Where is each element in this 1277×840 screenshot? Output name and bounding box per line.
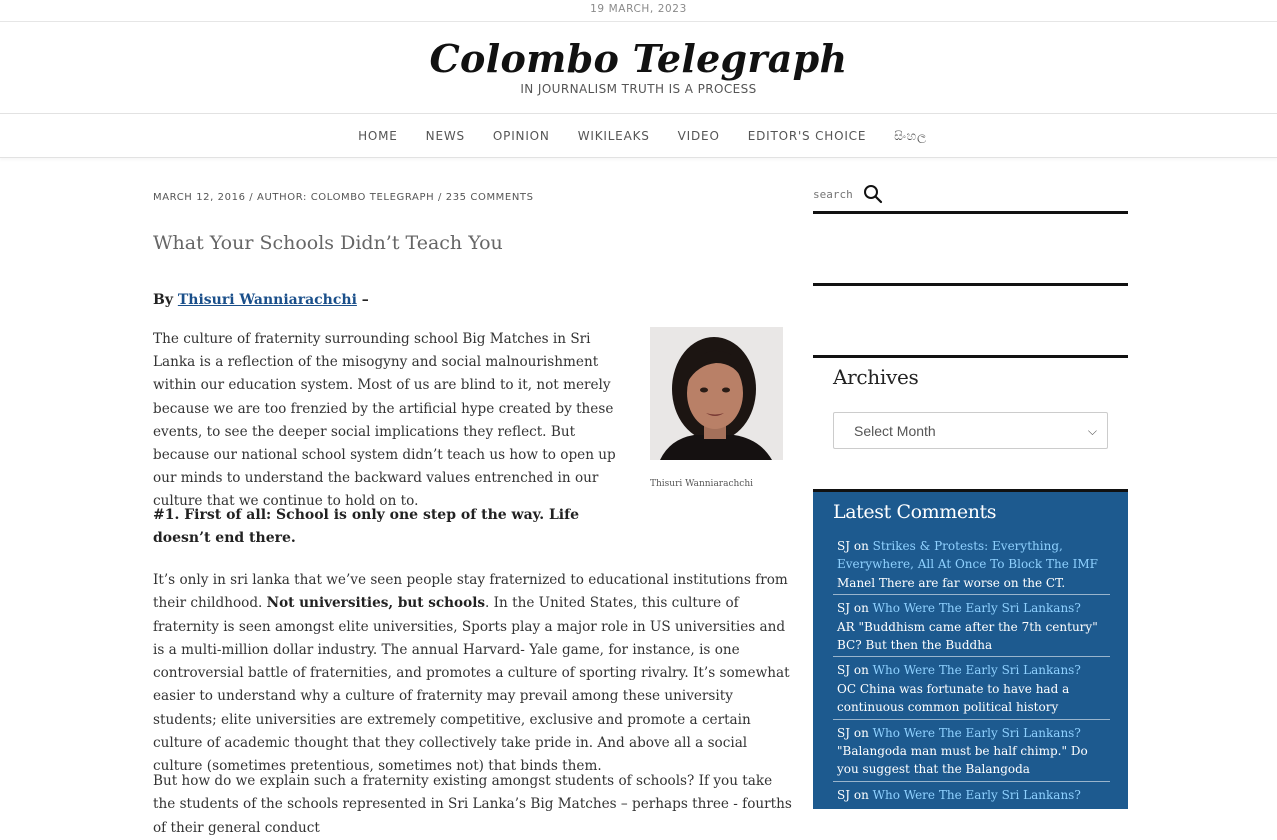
author-photo[interactable] — [650, 327, 783, 460]
search-icon[interactable] — [862, 183, 884, 205]
comment-on: on — [850, 787, 873, 802]
masthead — [0, 22, 1277, 114]
site-tagline: IN JOURNALISM TRUTH IS A PROCESS — [520, 82, 757, 96]
comment-author: SJ — [837, 725, 851, 740]
nav-opinion[interactable]: OPINION — [492, 129, 550, 143]
archives-month-select[interactable] — [833, 412, 1108, 449]
comment-excerpt[interactable]: "Balangoda man must be half chimp." Do you suggest that the Balangoda — [837, 744, 1088, 777]
archives-heading: Archives — [833, 365, 919, 389]
section-heading-1: #1. First of all: School is only one step of the way. Life doesn’t end there. — [153, 507, 580, 546]
chevron-down-icon: ⌵ — [1087, 424, 1097, 438]
paragraph-2 — [153, 569, 793, 779]
site-logo-title[interactable]: Colombo Telegraph — [429, 36, 848, 81]
comment-author: SJ — [837, 539, 851, 553]
nav-news[interactable]: NEWS — [425, 129, 465, 143]
byline — [153, 292, 369, 308]
comment-author: SJ — [837, 663, 851, 678]
byline-suffix: – — [356, 292, 369, 308]
sidebar-divider — [813, 283, 1128, 286]
comment-excerpt[interactable]: Manel There are far worse on the CT. — [837, 575, 1066, 590]
comment-on: on — [850, 539, 873, 553]
paragraph-1: The culture of fraternity surrounding school Big Matches in Sri Lanka is a reflection of the misogyny and social malnourishment within our education system. Most of us are blind to it, not merely because we are too frenzied by the artificial hype created by these events, to see the deeper social implications they reflect. But because our national school system didn’t teach us how to open up our minds to understand the backward values entrenched in our culture that we continue to hold on to. — [153, 331, 616, 510]
latest-comments-widget — [813, 489, 1128, 809]
paragraph-3: But how do we explain such a fraternity existing amongst students of schools? If you take the students of the schools represented in Sri Lanka’s Big Matches – perhaps three - fourths of their general conduct — [153, 773, 792, 836]
search-box — [813, 178, 1128, 214]
comment-author: SJ — [837, 601, 851, 616]
nav-editors-choice[interactable]: EDITOR'S CHOICE — [747, 129, 867, 143]
comment-item — [833, 595, 1110, 657]
archives-select-value: Select Month — [854, 423, 936, 439]
comment-excerpt[interactable]: AR "Buddhism came after the 7th century" BC? But then the Buddha — [837, 619, 1098, 653]
sidebar-divider — [813, 355, 1128, 358]
comment-post-link[interactable]: Who Were The Early Sri Lankans? — [872, 663, 1081, 678]
comment-item — [833, 720, 1110, 782]
paragraph-2-part-b: . In the United States, this culture of fraternity is seen amongst elite universities, Sports play a major role in US universities and is a multi-million dollar industry. The annual Harvard- Yale game, for instance, is one controversial battle of fraternities, and promotes a culture of sporting rivalry. It’s somewhat easier to understand why a culture of fraternity may prevail among these university students; elite universities are extremely competitive, exclusive and promote a certain culture of academic thought that they collectively take pride in. And above all a social culture (sometimes pretentious, sometimes not) that binds them. — [153, 595, 790, 775]
comment-item — [833, 782, 1110, 806]
nav-home[interactable]: HOME — [358, 129, 398, 143]
main-nav — [0, 114, 1277, 158]
latest-comments-heading: Latest Comments — [833, 501, 997, 523]
comment-post-link[interactable]: Who Were The Early Sri Lankans? — [872, 601, 1081, 616]
post-meta[interactable]: MARCH 12, 2016 / AUTHOR: COLOMBO TELEGRAPH / 235 COMMENTS — [153, 192, 534, 203]
nav-video[interactable]: VIDEO — [677, 129, 720, 143]
comment-author: SJ — [837, 787, 851, 802]
nav-sinhala[interactable]: සිංහල — [894, 129, 927, 143]
comment-on: on — [850, 663, 873, 678]
comment-on: on — [850, 601, 873, 616]
byline-prefix: By — [153, 292, 178, 308]
comment-post-link[interactable]: Who Were The Early Sri Lankans? — [872, 787, 1081, 802]
comment-excerpt[interactable]: OC China was fortunate to have had a continuous common political history — [837, 681, 1070, 715]
author-link[interactable]: Thisuri Wanniarachchi — [177, 292, 357, 308]
search-input[interactable] — [813, 184, 1073, 204]
comment-item — [833, 533, 1110, 595]
current-date: 19 MARCH, 2023 — [590, 3, 687, 15]
top-date-bar — [0, 0, 1277, 22]
paragraph-2-part-a: It’s only in sri lanka that we’ve seen people stay fraternized to educational institutions from their childhood. — [153, 572, 788, 612]
post-title: What Your Schools Didn’t Teach You — [153, 232, 503, 254]
comment-post-link[interactable]: Who Were The Early Sri Lankans? — [872, 725, 1081, 740]
photo-caption: Thisuri Wanniarachchi — [650, 479, 754, 489]
comment-on: on — [850, 725, 873, 740]
nav-wikileaks[interactable]: WIKILEAKS — [577, 129, 650, 143]
paragraph-2-bold: Not universities, but schools — [266, 595, 486, 612]
comment-post-link[interactable]: Strikes & Protests: Everything, Everywhere, All At Once To Block The IMF — [837, 539, 1098, 572]
author-portrait-image — [650, 327, 783, 460]
comment-item — [833, 657, 1110, 719]
